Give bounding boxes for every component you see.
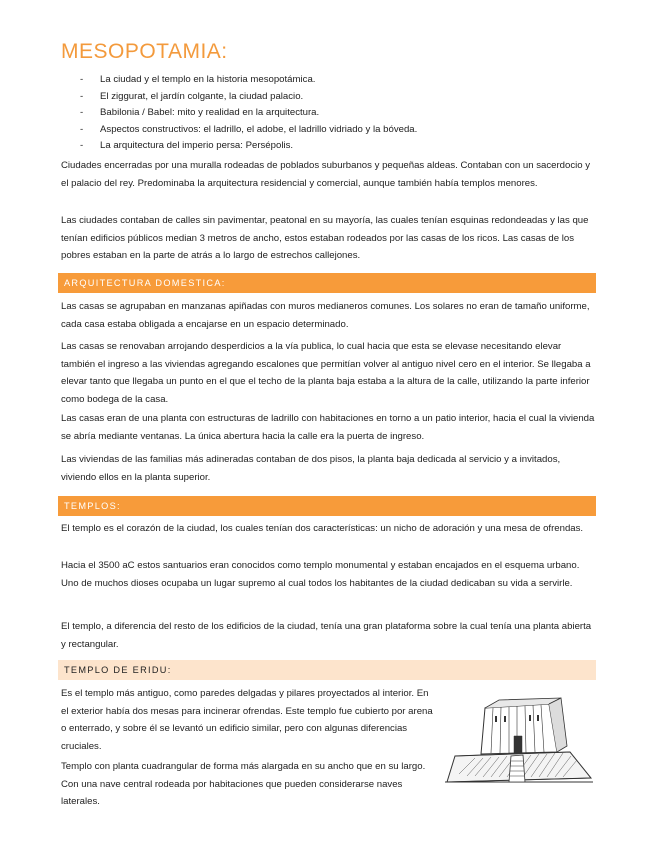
eridu-paragraph: Templo con planta cuadrangular de forma más alargada en su ancho que en su largo. Con una nave central rodeada por habitaciones que pueden considerarse naves laterales.	[61, 761, 426, 808]
bullet-item	[80, 122, 417, 139]
bullet-text: La arquitectura del imperio persa: Persépolis.	[100, 140, 294, 151]
bullet-text: Aspectos constructivos: el ladrillo, el adobe, el ladrillo vidriado y la bóveda.	[100, 123, 418, 135]
bullet-marker: -	[80, 140, 84, 151]
domestica-paragraph: Las casas se agrupaban en manzanas apiñadas con muros medianeros comunes. Los solares no eran de tamaño uniforme, cada casa estaba obligada a encajarse en un espacio determinado.	[61, 301, 590, 330]
topic-bullet-list	[80, 72, 417, 155]
bullet-item	[80, 138, 417, 155]
bullet-marker: -	[80, 107, 84, 118]
templos-paragraph: Hacia el 3500 aC estos santuarios eran conocidos como templo monumental y estaban encajados en el esquema urbano. Uno de muchos dioses ocupaba un lugar supremo al cual todos los habitantes de la ciudad dedicaban su vida a servirle.	[61, 560, 580, 589]
bullet-item	[80, 89, 417, 106]
intro-paragraph: Las ciudades contaban de calles sin pavimentar, peatonal en su mayoría, las cuales tenían esquinas redondeadas y las que tenían edificios públicos median 3 metros de ancho, estos estaban rodeados por las casas de los ricos. Las casas de los pobres estaban en la parte de atrás a lo largo de estrechos callejones.	[61, 215, 589, 262]
domestica-paragraph: Las casas se renovaban arrojando desperdicios a la vía publica, lo cual hacia que esta se elevase necesitando elevar también el ingreso a las viviendas agregando escalones que permitían volver al antiguo nivel cero en el interior. Se llegaba a elevar tanto que llegaba un punto en el que el techo de la planta baja estaba a la altura de la calle, utilizando la parte inferior como bodega de la casa.	[61, 341, 591, 406]
bullet-text: Babilonia / Babel: mito y realidad en la arquitectura.	[100, 107, 320, 118]
templos-paragraph: El templo es el corazón de la ciudad, los cuales tenían dos características: un nicho de adoración y una mesa de ofrendas.	[61, 523, 584, 534]
intro-paragraph: Ciudades encerradas por una muralla rodeadas de poblados suburbanos y pequeñas aldeas. Contaban con un sacerdocio y el palacio del rey. Predominaba la arquitectura residencial y comercial, aunque también había templos menores.	[61, 160, 591, 189]
bullet-text: La ciudad y el templo en la historia mesopotámica.	[100, 74, 316, 85]
page-title: MESOPOTAMIA:	[61, 40, 228, 63]
domestica-paragraph: Las casas eran de una planta con estructuras de ladrillo con habitaciones en torno a un patio interior, hacia el cual la vivienda se abría mediante ventanas. La única abertura hacia la calle era la puerta de ingreso.	[61, 413, 595, 442]
section-heading-eridu: TEMPLO DE ERIDU:	[58, 660, 596, 680]
bullet-marker: -	[80, 74, 84, 85]
eridu-temple-illustration	[445, 686, 593, 786]
bullet-item	[80, 72, 417, 89]
domestica-paragraph: Las viviendas de las familias más adineradas contaban de dos pisos, la planta baja dedicada al servicio y a invitados, viviendo ellos en la planta superior.	[61, 454, 561, 483]
bullet-text: El ziggurat, el jardín colgante, la ciudad palacio.	[100, 90, 304, 102]
section-heading-domestica: ARQUITECTURA DOMESTICA:	[58, 273, 596, 293]
eridu-paragraph: Es el templo más antiguo, como paredes delgadas y pilares proyectados al interior. En el exterior había dos mesas para incinerar ofrendas. Este templo fue cubierto por arena o enterrado, y sobre él se levantó un edificio similar, pero con algunas diferencias cruciales.	[61, 688, 433, 753]
bullet-marker: -	[80, 123, 84, 135]
bullet-marker: -	[80, 90, 84, 102]
templos-paragraph: El templo, a diferencia del resto de los edificios de la ciudad, tenía una gran plataforma sobre la cual tenía una planta abierta y rectangular.	[61, 621, 592, 650]
bullet-item	[80, 105, 417, 122]
section-heading-templos: TEMPLOS:	[58, 496, 596, 516]
